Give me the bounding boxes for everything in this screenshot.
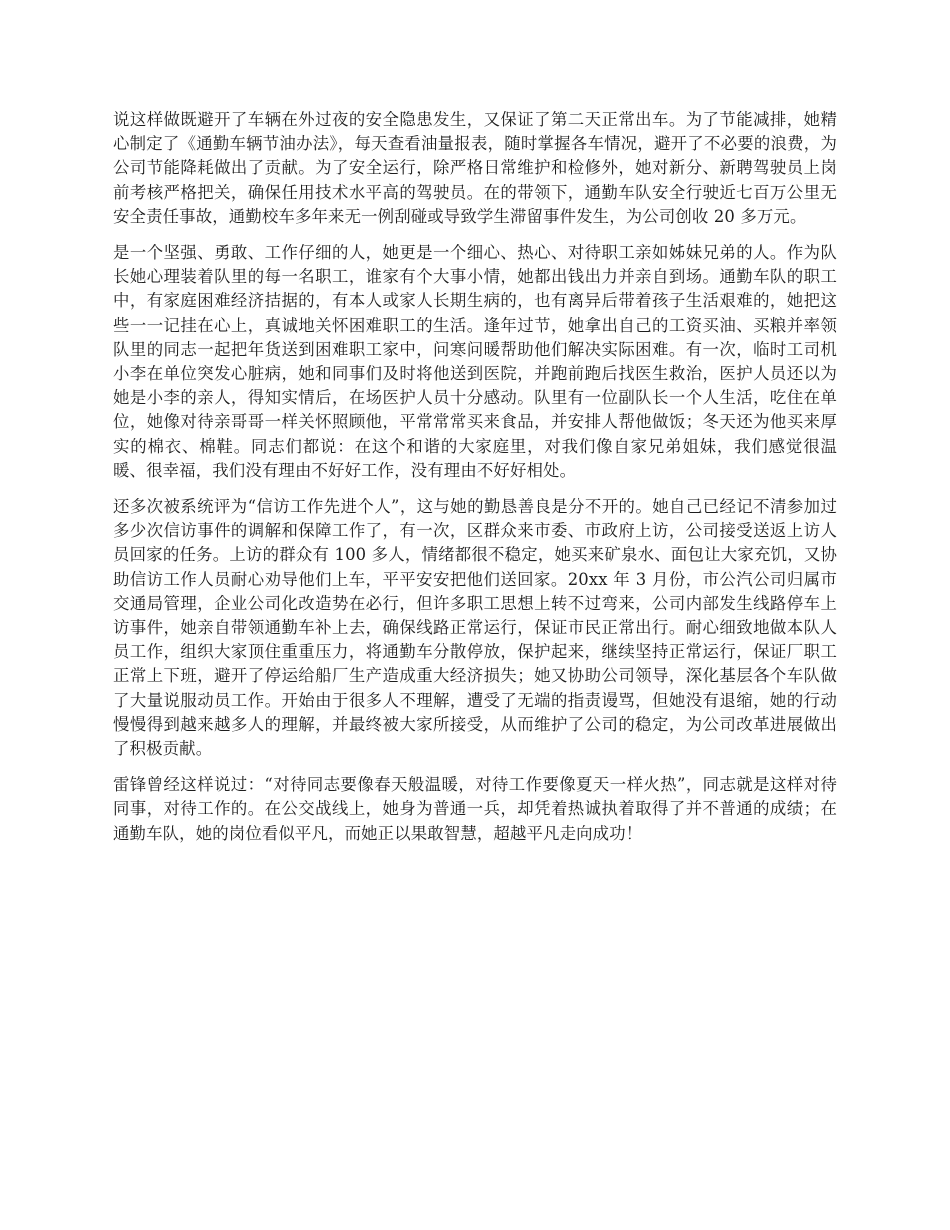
paragraph-petition-work: 还多次被系统评为“信访工作先进个人”，这与她的勤恳善良是分不开的。她自己已经记不清参加过多少次信访事件的调解和保障工作了，有一次，区群众来市委、市政府上访，公司接受送返上访人员回家的任务。上访的群众有 100 多人，情绪都很不稳定，她买来矿泉水、面包让大家充饥，又协助信访工作人员耐心劝导他们上车，平平安安把他们送回家。20xx 年 3 月份，市公汽公司归属市交通局管理，企业公司化改造势在必行，但许多职工思想上转不过弯来，公司内部发生线路停车上访事件，她亲自带领通勤车补上去，确保线路正常运行，保证市民正常出行。耐心细致地做本队人员工作，组织大家顶住重重压力，将通勤车分散停放，保护起来，继续坚持正常运行，保证厂职工正常上下班，避开了停运给船厂生产造成重大经济损失；她又协助公司领导，深化基层各个车队做了大量说服动员工作。开始由于很多人不理解，遭受了无端的指责谩骂，但她没有退缩，她的行动慢慢得到越来越多人的理解，并最终被大家所接受，从而维护了公司的稳定，为公司改革进展做出了积极贡献。 [113,497,837,759]
paragraph-conclusion: 雷锋曾经这样说过：“对待同志要像春天般温暖，对待工作要像夏天一样火热”，同志就是这样对待同事，对待工作的。在公交战线上，她身为普通一兵，却凭着热诚执着取得了并不普通的成绩；在通勤车队，她的岗位看似平凡，而她正以果敢智慧，超越平凡走向成功！ [113,775,837,843]
paragraph-fuel-saving: 说这样做既避开了车辆在外过夜的安全隐患发生，又保证了第二天正常出车。为了节能减排，她精心制定了《通勤车辆节油办法》，每天查看油量报表，随时掌握各车情况，避开了不必要的浪费，为公司节能降耗做出了贡献。为了安全运行，除严格日常维护和检修外，她对新分、新聘驾驶员上岗前考核严格把关，确保任用技术水平高的驾驶员。在的带领下，通勤车队安全行驶近七百万公里无安全责任事故，通勤校车多年来无一例刮碰或导致学生滞留事件发生，为公司创收 20 多万元。 [113,110,837,226]
document-body [113,108,837,858]
paragraph-caring-for-staff: 是一个坚强、勇敢、工作仔细的人，她更是一个细心、热心、对待职工亲如姊妹兄弟的人。作为队长她心理装着队里的每一名职工，谁家有个大事小情，她都出钱出力并亲自到场。通勤车队的职工中，有家庭困难经济拮据的，有本人或家人长期生病的，也有离异后带着孩子生活艰难的，她把这些一一记挂在心上，真诚地关怀困难职工的生活。逢年过节，她拿出自己的工资买油、买粮并率领队里的同志一起把年货送到困难职工家中，问寒问暖帮助他们解决实际困难。有一次，临时工司机小李在单位突发心脏病，她和同事们及时将他送到医院，并跑前跑后找医生救治，医护人员还以为她是小李的亲人，得知实情后，在场医护人员十分感动。队里有一位副队长一个人生活，吃住在单位，她像对待亲哥哥一样关怀照顾他，平常常常买来食品，并安排人帮他做饭；冬天还为他买来厚实的棉衣、棉鞋。同志们都说：在这个和谐的大家庭里，对我们像自家兄弟姐妹，我们感觉很温暖、很幸福，我们没有理由不好好工作，没有理由不好好相处。 [113,243,837,480]
